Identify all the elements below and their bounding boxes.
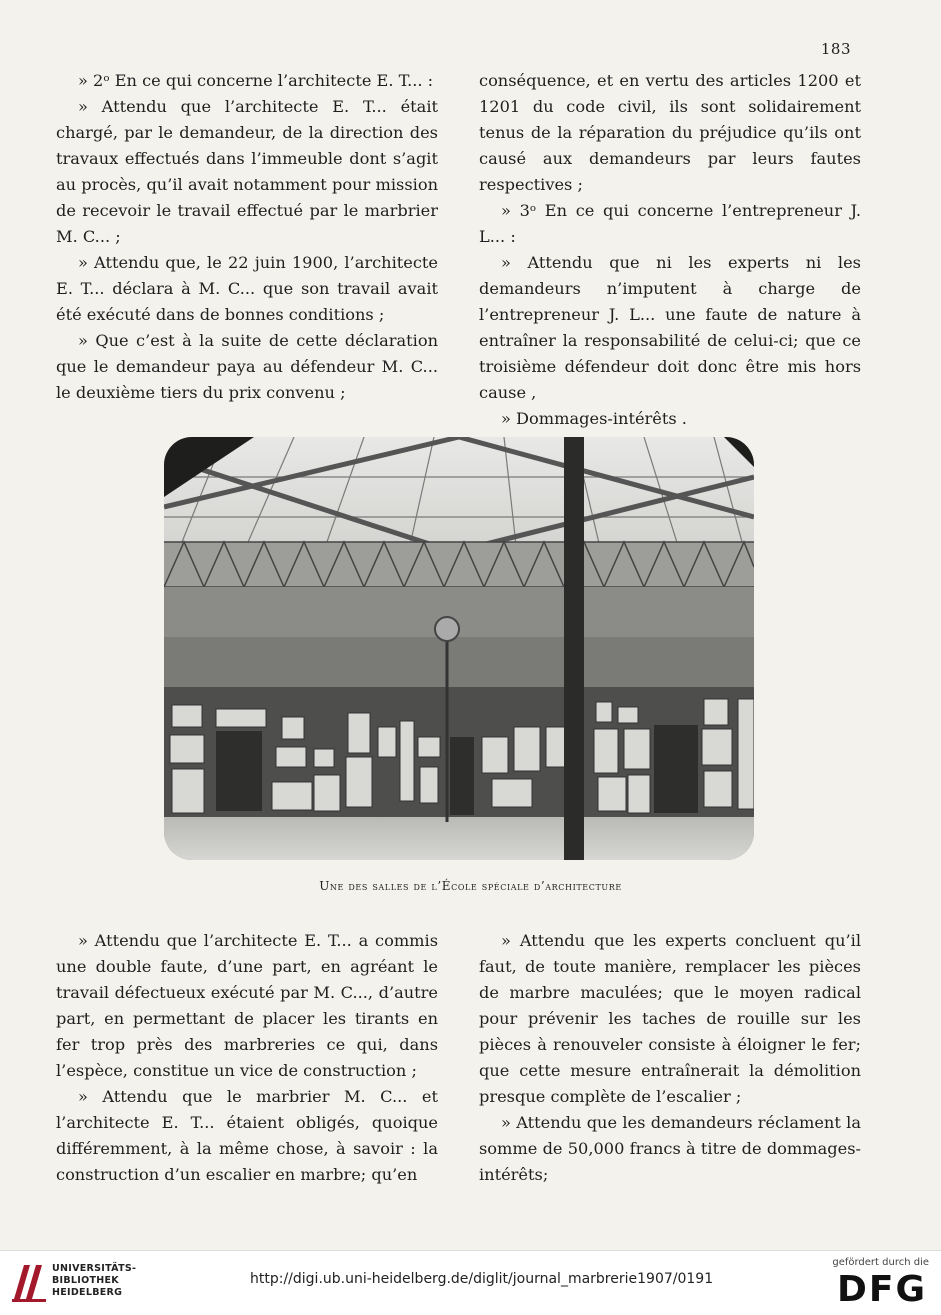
column-top-right <box>479 68 861 432</box>
funding-label: gefördert durch die <box>832 1257 929 1268</box>
exhibition-hall-photo <box>164 437 754 860</box>
library-name-line: BIBLIOTHEK <box>52 1275 119 1286</box>
paragraph: conséquence, et en vertu des articles 1200 et 1201 du code civil, ils sont solidairement tenus de la réparation du préjudice qu’ils ont causé aux demandeurs par leurs fautes respectives ; <box>479 71 861 194</box>
paragraph: » Attendu que les experts concluent qu’il faut, de toute manière, remplacer les pièces de marbre maculées; que le moyen radical pour prévenir les taches de rouille sur les pièces à renouveler consiste à éloigner le fer; que cette mesure entraînerait la démolition presque complète de l’escalier ; <box>479 931 861 1106</box>
paragraph: » Attendu que l’architecte E. T... était chargé, par le demandeur, de la direction des travaux effectués dans l’immeuble dont s’agit au procès, qu’il avait notamment pour mission de recevoir le travail effectué par le marbrier M. C... ; <box>56 97 438 246</box>
paragraph: » Attendu que les demandeurs réclament la somme de 50,000 francs à titre de dommages-intérêts; <box>479 1113 861 1184</box>
library-logo-icon <box>10 1259 48 1305</box>
paragraph: » 3ᵒ En ce qui concerne l’entrepreneur J. L... : <box>479 201 861 246</box>
paragraph: » Attendu que, le 22 juin 1900, l’architecte E. T... déclara à M. C... que son travail avait été exécuté dans de bonnes conditions ; <box>56 253 438 324</box>
library-name-line: UNIVERSITÄTS- <box>52 1263 137 1274</box>
column-bottom-right <box>479 928 861 1188</box>
library-name <box>52 1263 136 1299</box>
column-bottom-left <box>56 928 438 1188</box>
digitization-footer <box>0 1250 941 1315</box>
source-url-link[interactable]: http://digi.ub.uni-heidelberg.de/diglit/journal_marbrerie1907/0191 <box>250 1271 714 1287</box>
paragraph: » Attendu que l’architecte E. T... a commis une double faute, d’une part, en agréant le travail défectueux exécuté par M. C..., d’autre part, en permettant de placer les tirants en fer trop près des marbreries ce qui, dans l’espèce, constitue un vice de construction ; <box>56 931 438 1080</box>
paragraph: » Attendu que ni les experts ni les demandeurs n’imputent à charge de l’entrepreneur J. L... une faute de nature à entraîner la responsabilité de celui-ci; que ce troisième défendeur doit donc être mis hors cause , <box>479 253 861 402</box>
column-top-left <box>56 68 438 406</box>
paragraph: » 2ᵒ En ce qui concerne l’architecte E. T... : <box>78 71 434 90</box>
paragraph: » Attendu que le marbrier M. C... et l’architecte E. T... étaient obligés, quoique différemment, à la même chose, à savoir : la construction d’un escalier en marbre; qu’en <box>56 1087 438 1184</box>
paragraph: » Dommages-intérêts . <box>501 409 687 428</box>
page-number: 183 <box>820 40 851 58</box>
dfg-logo: DFG <box>836 1269 927 1310</box>
library-name-line: HEIDELBERG <box>52 1287 123 1298</box>
paragraph: » Que c’est à la suite de cette déclaration que le demandeur paya au défendeur M. C... le deuxième tiers du prix convenu ; <box>56 331 438 402</box>
figure-caption: Une des salles de l’École spéciale d’architecture <box>319 879 622 893</box>
